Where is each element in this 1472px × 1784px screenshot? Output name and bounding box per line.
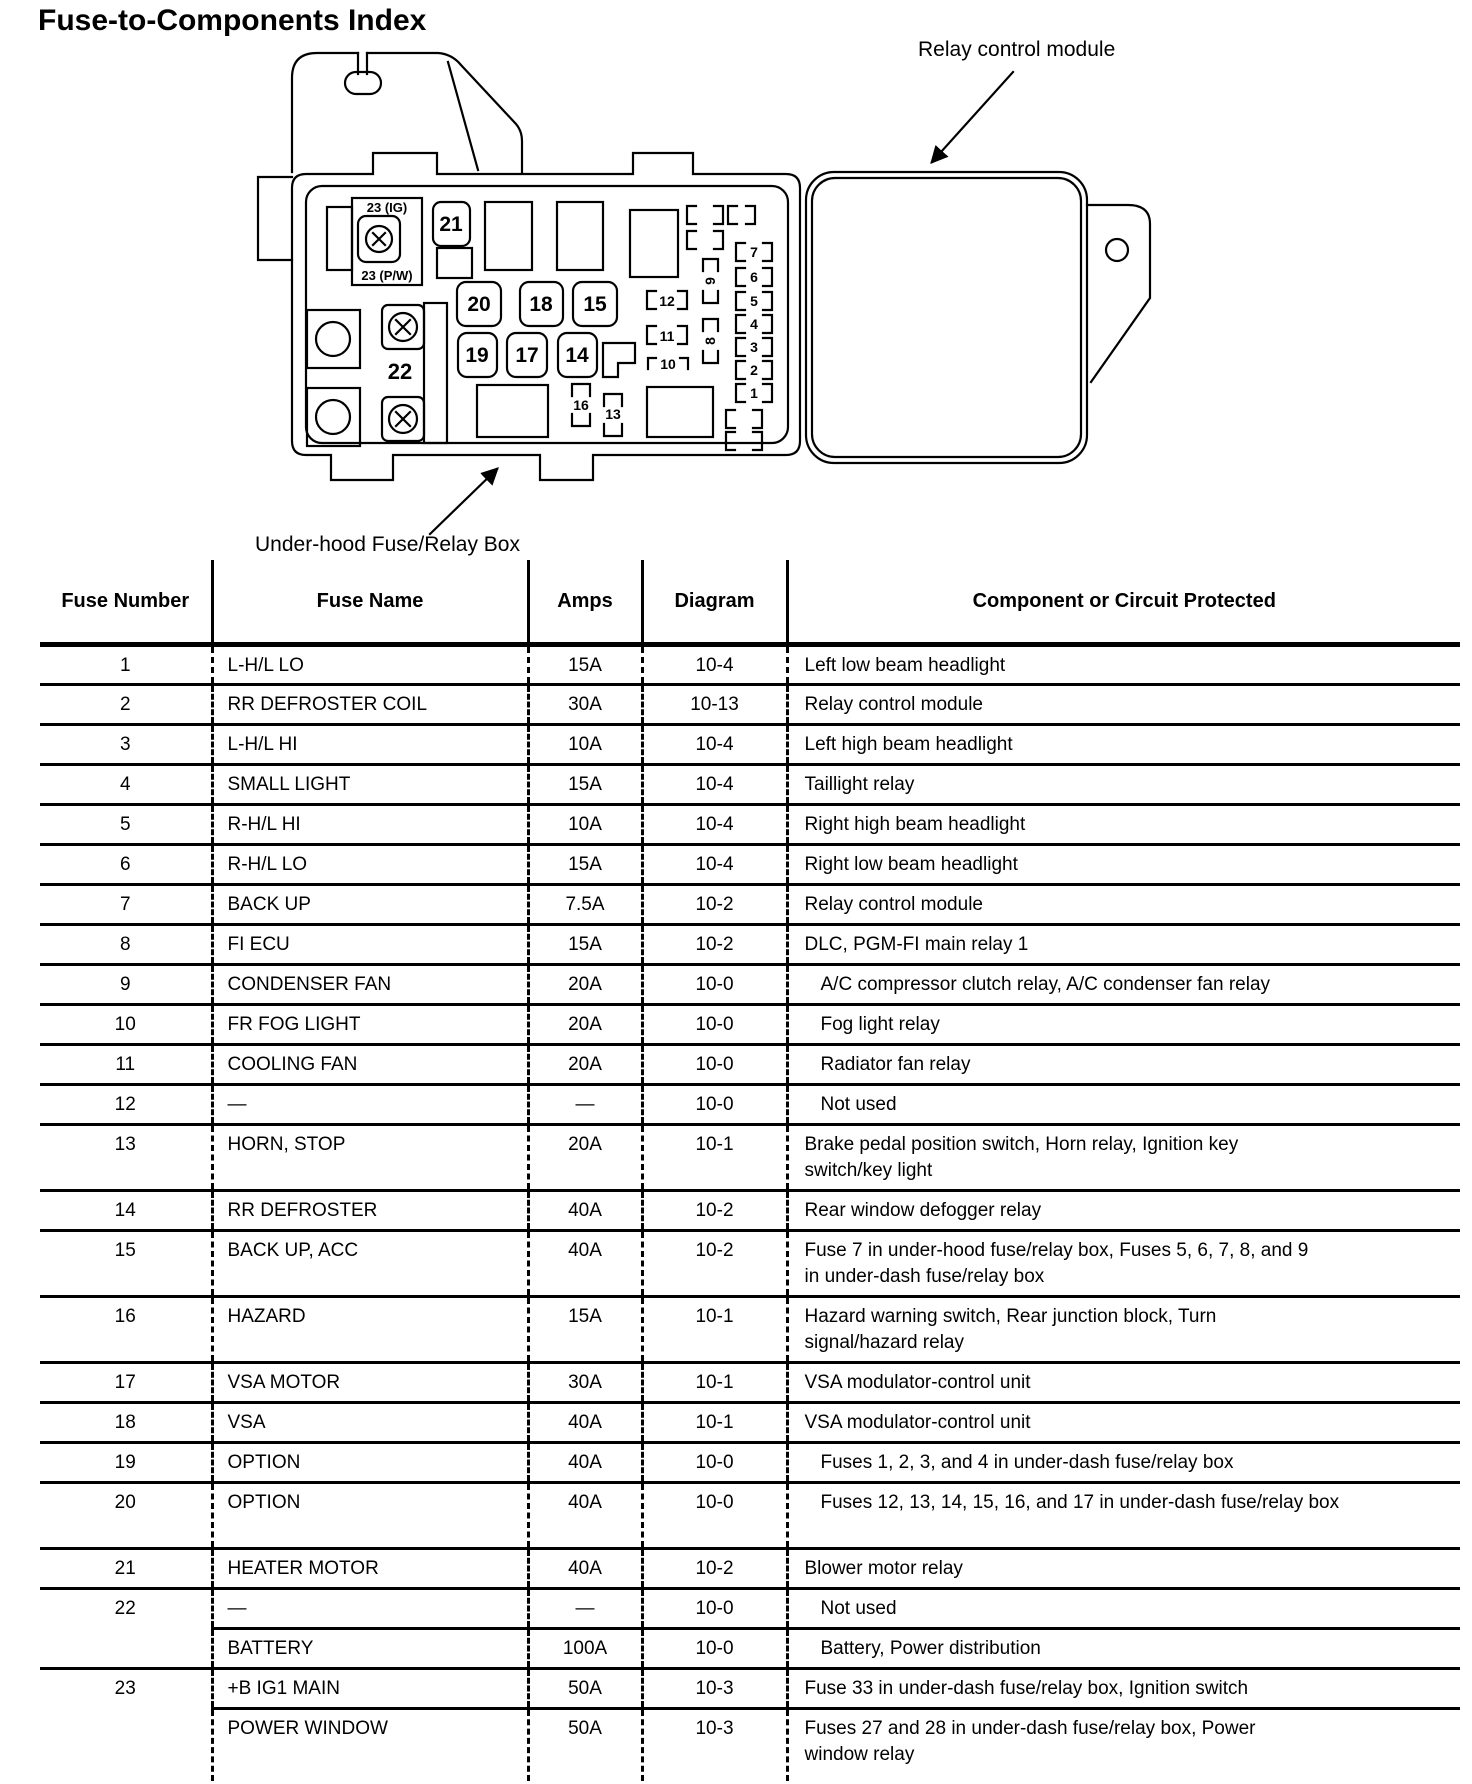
amps-cell: 20A [528,1045,642,1085]
component-cell: Right high beam headlight [787,805,1460,845]
amps-cell: 10A [528,805,642,845]
fuse-number-cell: 20 [40,1483,212,1549]
fuse-name-cell: L-H/L HI [212,725,528,765]
fuse-slot-4 [736,315,772,333]
table-row [40,1589,1460,1629]
table-row [40,1363,1460,1403]
fuse-number-cell: 12 [40,1085,212,1125]
fuse-name-cell: RR DEFROSTER [212,1191,528,1231]
fuse-number-cell: 8 [40,925,212,965]
mounting-bracket [292,53,522,172]
diagram-cell: 10-0 [642,1045,787,1085]
diagram-cell: 10-0 [642,1629,787,1669]
relay-housings [477,202,713,437]
svg-text:15: 15 [583,293,607,316]
fuse-number-cell: 22 [114,1598,136,1619]
fuse-name-cell: R-H/L LO [212,845,528,885]
fuse-name-cell: HORN, STOP [212,1125,528,1191]
fuse-slot-16 [572,384,590,426]
diagram-cell: 10-0 [642,1005,787,1045]
component-cell: Rear window defogger relay [787,1191,1460,1231]
table-row [40,1005,1460,1045]
fuse-number-cell: 15 [40,1231,212,1297]
fuse-23-terminal [327,198,422,285]
amps-cell: 20A [528,1005,642,1045]
amps-cell: 40A [528,1231,642,1297]
fuse-23-ig-label: 23 (IG) [366,200,408,215]
diagram-cell: 10-1 [642,1125,787,1191]
diagram-cell: 10-0 [642,965,787,1005]
table-row [40,1403,1460,1443]
left-mount-tab [258,177,292,260]
table-row [40,685,1460,725]
diagram-cell: 10-3 [642,1669,787,1709]
component-cell: Battery, Power distribution [787,1629,1460,1669]
fuse-name-cell: BATTERY [212,1629,528,1669]
col-header-fuse-name: Fuse Name [212,560,528,645]
svg-text:7: 7 [750,244,758,260]
component-cell: Relay control module [787,685,1460,725]
fuse-name-cell: HAZARD [212,1297,528,1363]
component-cell: VSA modulator-control unit [787,1403,1460,1443]
component-cell: Not used [787,1085,1460,1125]
component-cell: Fog light relay [787,1005,1460,1045]
page-title: Fuse-to-Components Index [38,4,427,37]
svg-text:12: 12 [659,293,675,309]
fuse-slot-3 [736,338,772,356]
svg-text:14: 14 [565,344,589,367]
fuse-slot-6 [736,268,772,286]
relay-module-label: Relay control module [918,38,1116,61]
svg-text:21: 21 [439,213,463,236]
fuse-number-cell: 18 [40,1403,212,1443]
amps-cell: 40A [528,1403,642,1443]
svg-text:16: 16 [573,397,589,413]
diagram-cell: 10-4 [642,725,787,765]
table-row [40,1629,1460,1669]
amps-cell: 15A [528,645,642,685]
diagram-cell: 10-4 [642,645,787,685]
svg-text:11: 11 [659,328,675,344]
fuse-name-cell: HEATER MOTOR [212,1549,528,1589]
svg-text:20: 20 [467,293,491,316]
diagram-cell: 10-13 [642,685,787,725]
amps-cell: 40A [528,1549,642,1589]
table-row [40,1709,1460,1781]
fuse-name-cell: — [212,1589,528,1629]
fuse-number-cell: 11 [40,1045,212,1085]
component-cell: Left low beam headlight [787,645,1460,685]
fuse-number-cell [40,1709,212,1781]
component-cell: Hazard warning switch, Rear junction block, Turn signal/hazard relay [787,1297,1460,1363]
fuse-box-diagram [0,0,1472,560]
svg-text:13: 13 [605,406,621,422]
col-header-diagram: Diagram [642,560,787,645]
fuse-23-pw-label: 23 (P/W) [361,268,413,283]
component-cell: Fuses 12, 13, 14, 15, 16, and 17 in under-dash fuse/relay box [787,1483,1460,1549]
fuse-table-body [40,645,1460,1781]
amps-cell: 50A [528,1709,642,1781]
fuse-name-cell: L-H/L LO [212,645,528,685]
component-cell: Not used [787,1589,1460,1629]
fuse-name-cell: — [212,1085,528,1125]
fuse-slot-9 [702,259,718,303]
svg-text:17: 17 [515,344,539,367]
table-row [40,765,1460,805]
component-cell: Brake pedal position switch, Horn relay, Ignition key switch/key light [787,1125,1460,1191]
fuse-name-cell: FR FOG LIGHT [212,1005,528,1045]
table-row [40,1297,1460,1363]
fuse-17 [507,333,547,377]
fuse-number-cell: 10 [40,1005,212,1045]
diagram-cell: 10-2 [642,1191,787,1231]
svg-text:9: 9 [702,277,718,285]
table-row [40,925,1460,965]
table-row [40,1191,1460,1231]
fuse-slot-7 [736,243,772,261]
diagram-cell: 10-4 [642,805,787,845]
table-row [40,1443,1460,1483]
fuse-slot-1 [736,384,772,402]
amps-cell: 15A [528,845,642,885]
diagram-cell: 10-0 [642,1483,787,1549]
col-header-amps: Amps [528,560,642,645]
svg-text:1: 1 [750,385,758,401]
amps-cell: 10A [528,725,642,765]
fuse-name-cell: +B IG1 MAIN [212,1669,528,1709]
fuse-slot-2 [736,361,772,379]
under-hood-box-label: Under-hood Fuse/Relay Box [255,533,520,556]
fuse-number-cell: 21 [40,1549,212,1589]
diagram-cell: 10-1 [642,1363,787,1403]
diagram-cell: 10-2 [642,925,787,965]
svg-text:18: 18 [529,293,553,316]
component-cell: Fuse 7 in under-hood fuse/relay box, Fuses 5, 6, 7, 8, and 9 in under-dash fuse/relay box [787,1231,1460,1297]
amps-cell: 15A [528,765,642,805]
component-cell: A/C compressor clutch relay, A/C condenser fan relay [787,965,1460,1005]
table-row [40,845,1460,885]
table-row [40,885,1460,925]
component-cell: Blower motor relay [787,1549,1460,1589]
fuse-number-cell: 9 [40,965,212,1005]
fuse-number-cell [40,1629,212,1669]
svg-text:8: 8 [702,337,718,345]
component-cell: DLC, PGM-FI main relay 1 [787,925,1460,965]
amps-cell: 20A [528,965,642,1005]
fuse-20 [457,282,501,326]
table-row [40,965,1460,1005]
fuse-name-cell: CONDENSER FAN [212,965,528,1005]
diagram-cell: 10-4 [642,845,787,885]
fuse-name-cell: VSA [212,1403,528,1443]
diagram-cell: 10-1 [642,1297,787,1363]
svg-text:6: 6 [750,269,758,285]
fuse-name-cell: BACK UP, ACC [212,1231,528,1297]
fuse-name-cell: POWER WINDOW [212,1709,528,1781]
diagram-cell: 10-0 [642,1085,787,1125]
fuse-name-cell: COOLING FAN [212,1045,528,1085]
fuse-number-cell: 17 [40,1363,212,1403]
fuse-slot-13 [604,394,622,436]
fuse-name-cell: OPTION [212,1443,528,1483]
component-cell: Right low beam headlight [787,845,1460,885]
amps-cell: 30A [528,685,642,725]
col-header-component: Component or Circuit Protected [787,560,1460,645]
amps-cell: 40A [528,1483,642,1549]
diagram-cell: 10-0 [642,1443,787,1483]
relay-module-callout [918,38,1115,162]
table-row [40,1231,1460,1297]
amps-cell: 40A [528,1191,642,1231]
table-row [40,725,1460,765]
amps-cell: 30A [528,1363,642,1403]
relay-control-module-box [806,172,1150,463]
fuse-name-cell: VSA MOTOR [212,1363,528,1403]
svg-text:19: 19 [465,344,489,367]
svg-text:3: 3 [750,339,758,355]
svg-text:2: 2 [750,362,758,378]
fuse-name-cell: BACK UP [212,885,528,925]
amps-cell: 20A [528,1125,642,1191]
diagram-cell: 10-3 [642,1709,787,1781]
fuse-number-cell: 4 [40,765,212,805]
connector-step-shape [603,343,635,377]
table-row [40,1549,1460,1589]
table-row [40,805,1460,845]
fuse-slot-11 [647,326,687,344]
fuse-number-cell: 16 [40,1297,212,1363]
fuse-19 [458,333,497,377]
fuse-number-cell: 14 [40,1191,212,1231]
diagram-cell: 10-2 [642,1549,787,1589]
table-header-row [40,560,1460,645]
amps-cell: 15A [528,925,642,965]
fuse-number-cell: 2 [40,685,212,725]
diagram-cell: 10-4 [642,765,787,805]
fuse-21 [433,202,472,278]
component-cell: Radiator fan relay [787,1045,1460,1085]
fuse-number-cell: 1 [40,645,212,685]
table-row [40,1125,1460,1191]
table-row [40,1085,1460,1125]
amps-cell: 7.5A [528,885,642,925]
fuse-name-cell: RR DEFROSTER COIL [212,685,528,725]
svg-text:4: 4 [750,316,758,332]
fuse-number-cell: 5 [40,805,212,845]
amps-cell: 15A [528,1297,642,1363]
fuse-14 [558,333,597,377]
fuse-number-cell: 6 [40,845,212,885]
component-cell: Relay control module [787,885,1460,925]
amps-cell: — [528,1085,642,1125]
mount-hole-squares [307,310,360,446]
fuse-name-cell: OPTION [212,1483,528,1549]
fuse-number-cell: 19 [40,1443,212,1483]
col-header-fuse-number: Fuse Number [40,560,212,645]
table-row [40,1483,1460,1549]
component-cell: Fuse 33 in under-dash fuse/relay box, Ignition switch [787,1669,1460,1709]
fuse-number-cell: 13 [40,1125,212,1191]
fuse-15 [573,282,617,326]
diagram-cell: 10-2 [642,1231,787,1297]
table-row [40,645,1460,685]
table-row [40,1669,1460,1709]
fuse-slot-12 [647,291,687,309]
fuse-slot-8 [702,319,718,363]
component-cell: Fuses 1, 2, 3, and 4 in under-dash fuse/relay box [787,1443,1460,1483]
fuse-18 [520,282,563,326]
component-cell: Fuses 27 and 28 in under-dash fuse/relay box, Power window relay [787,1709,1460,1781]
svg-text:22: 22 [387,359,413,384]
component-cell: VSA modulator-control unit [787,1363,1460,1403]
fuse-name-cell: R-H/L HI [212,805,528,845]
under-hood-box-callout [255,469,520,556]
amps-cell: 100A [528,1629,642,1669]
fuse-number-cell: 3 [40,725,212,765]
table-row [40,1045,1460,1085]
diagram-cell: 10-1 [642,1403,787,1443]
fuse-name-cell: FI ECU [212,925,528,965]
fuse-number-cell: 7 [40,885,212,925]
diagram-cell: 10-2 [642,885,787,925]
amps-cell: — [528,1589,642,1629]
fuse-name-cell: SMALL LIGHT [212,765,528,805]
fuse-table [40,560,1460,1781]
svg-text:10: 10 [660,356,676,372]
component-cell: Left high beam headlight [787,725,1460,765]
diagram-cell: 10-0 [642,1589,787,1629]
svg-text:5: 5 [750,293,758,309]
amps-cell: 50A [528,1669,642,1709]
amps-cell: 40A [528,1443,642,1483]
fuse-slot-5 [736,292,772,310]
fuse-number-cell: 23 [114,1678,136,1699]
component-cell: Taillight relay [787,765,1460,805]
fuse-22-terminal [382,303,447,443]
fuse-slot-10 [648,356,688,372]
